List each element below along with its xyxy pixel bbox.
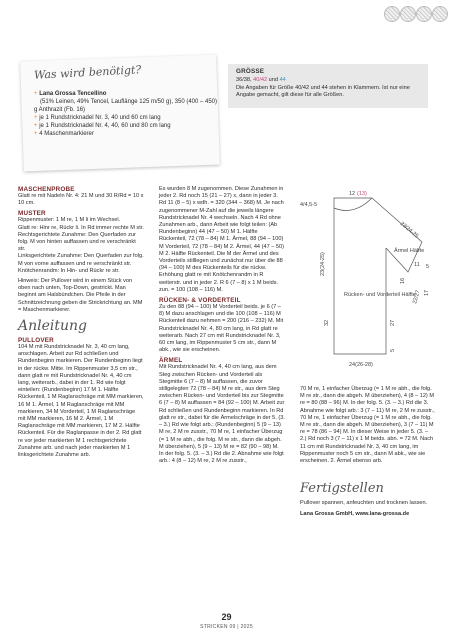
anleitung-title: Anleitung	[18, 318, 87, 335]
materials-list	[34, 90, 220, 138]
armel-text: Mit Rundstricknadel Nr. 4, 40 cm lang, aus dem Steg zwischen Rücken- und Vorderteil als Stegmitte 6 (7 – 8) M auffassen, die zuvor stillgelegten 72 (78 – 84) M re str., aus dem Steg zwischen Rücken- und Vorderteil bis zur Stegmitte 6 (7 – 8) M auffassen = 84 (92 – 100) M. Arbeit zur Rd schließen und Rundenbeginn markieren. In Rd glatt re str., dabei für die Ärmelschräge in der 5. (3. – 3.) Rd wie folgt arb.: (Rundenbeginn) 5 (9 – 13) M re, 2 M re zusstr., 70 M re, 1 einfacher Überzug (= 1 M re abh., die folg. M re str., dann die abgeh. M überziehen), 5 (9 – 13) M re = 82 (90 – 98) M. In der folg. 5. (3. – 3.) Rd die 2. Abnahme wie folgt arb.: 4 (8 – 12) M re, 2 M re zusstr.,	[159, 364, 285, 465]
diagram-label-top: 12	[349, 191, 356, 197]
yarn-ball-icon	[384, 6, 400, 22]
muster-item: Rechtsgerichtete Zunahme: Den Querfaden zur folg. M von hinten auffassen und re verschränkt str.	[18, 231, 136, 253]
col3-text: 70 M re, 1 einfacher Überzug (= 1 M re abh., die folg. M re str., dann die abgeh. M überziehen), 4 (8 – 12) M re = 80 (88 – 96) M. In der folg. 5. (3. – 3.) Rd die 3. Abnahme wie folgt arb.: 3 (7 – 11) M re, 2 M re zusstr., 70 M re, 1 einfacher Überzug (= 1 M re abh., die folg. M re str., dann die abgeh. M überziehen), 3 (7 – 11) M re = 78 (86 – 94) M. In dieser Weise in jeder 5. (3. – 2.) Rd noch 3 (7 – 11) x 1 M beids. abn. = 72 M. Nach 11 cm mit Rundstricknadel Nr. 3, 40 cm lang, im Rippenmuster noch 5 cm str., dann M abk., wie sie erscheinen. 2. Ärmel ebenso arb.	[300, 386, 435, 465]
size-heading: GRÖSSE	[236, 68, 265, 75]
muster-item: Rippenmuster: 1 M re, 1 M li im Wechsel.	[18, 217, 121, 224]
column-3	[300, 386, 436, 519]
rv-heading: RÜCKEN- & VORDERTEIL	[159, 297, 241, 305]
fertigstellen-text: Pullover spannen, anfeuchten und trocknen lassen.	[300, 500, 428, 507]
issue-label: STRICKEN 09 | 2025	[200, 624, 253, 630]
diagram-label-32: 32	[324, 319, 330, 326]
materials-item: + 4 Maschenmarkierer	[34, 131, 94, 137]
muster-item: Glatt re: Hinr re, Rückr li. In Rd immer rechte M str.	[18, 224, 144, 231]
diagram-label-11: 11	[414, 262, 420, 268]
muster-item: Linksgerichtete Zunahme: Den Querfaden zur folg. M von vorne auffassen und re verschränkt str.	[18, 253, 144, 267]
diagram-label-arm: Ärmel Hälfte	[394, 248, 425, 254]
pullover-heading: PULLOVER	[18, 337, 54, 345]
diagram-label-16: 16	[400, 277, 406, 284]
diagram-label-side-left: 23(24-25)	[320, 252, 326, 276]
col2-text: Es wurden 8 M zugenommen. Diese Zunahmen in jeder 2. Rd noch 15 (21 – 27) x, dann in jeder 3. Rd 11 (8 – 5) x wdh. = 320 (344 – 368) M. Je nach zugenommener M-Zahl auf die jeweils längere Rundstricknadel Nr. 4 wechseln. Nach 4 Rd ohne Zunahmen arb., dann Arbeit wie folgt teilen: (Ab Rundenbeginn) 44 (47 – 50) M 1. Hälfte Rückenteil, 72 (78 – 84) M 1. Ärmel, 88 (94 – 100) M Vorderteil, 72 (78 – 84) M 2. Ärmel, 44 (47 – 50) M 2. Hälfte Rückenteil. Die M der Ärmel und des Vorderteils stilllegen und zunächst nur über die 88 (94 – 100) M des Rückenteils für die rückw. Erhöhung glatt re mit Knötchenrandm in R weiterstr. und in jeder 2. R 6 (7 – 8) x 1 M beids. zun. = 100 (108 – 116) M.	[159, 186, 284, 293]
maschenprobe-heading: MASCHENPROBE	[18, 186, 75, 193]
brand-text: Lana Grossa GmbH, www.lana-grossa.de	[300, 511, 410, 518]
yarn-ball-icon	[416, 6, 432, 22]
diagram-label-27: 27	[390, 319, 396, 326]
size-values: 36/38, 40/42 und 44	[236, 77, 286, 83]
diagram-label-5b: 5	[390, 348, 396, 352]
muster-heading: MUSTER	[18, 210, 46, 218]
hinweis-text: Hinweis: Der Pullover wird in einem Stück von oben nach unten, Top-Down, gestrickt. Man beginnt am Halsbündchen. Die Pfeile in der Schnittzeichnung geben die Strickrichtung an. MM = Maschenmarkierer.	[18, 278, 143, 313]
rv-text: Zu den 88 (94 – 100) M Vorderteil beids. je 6 (7 – 8) M dazu anschlagen und die 100 (108 – 116) M Rückenteil dazu nehmen = 200 (216 – 232) M. Mit Rundstricknadel Nr. 4, 80 cm lang, in Rd glatt re weiterarb. Nach 27 cm mit Rundstricknadel Nr. 3, 60 cm lang, im Rippenmuster 5 cm str., dann M abk., wie sie erscheinen.	[159, 304, 284, 354]
column-1	[18, 186, 144, 459]
materials-item: + je 1 Rundstricknadel Nr. 4, 40, 60 und 80 cm lang	[34, 123, 171, 129]
pullover-text: 104 M mit Rundstricknadel Nr. 3, 40 cm lang, anschlagen. Arbeit zur Rd schließen und Rundenbeginn markieren. Der Rundenbeginn liegt in der rückw. Mitte. Im Rippenmuster 3,5 cm str., dann glatt re mit Rundstricknadel Nr. 4, 40 cm lang, weiterarb., dabei in der 1. Rd wie folgt einteilen: (Rundenbeginn) 17 M 1. Hälfte Rückenteil, 1 M Raglanschräge mit MM markieren, 16 M 1. Ärmel, 1 M Raglanschräge mit MM markieren, 34 M Vorderteil, 1 M Raglanschräge mit MM markieren, 16 M 2. Ärmel, 1 M Raglanschräge mit MM markieren, 17 M 2. Hälfte Rückenteil. Für die Raglanpasse in der 2. Rd glatt re vor jeder markierten M 1 rechtsgerichtete Zunahme arb. und nach jeder markierten M 1 linksgerichtete Zunahme arb.	[18, 344, 144, 459]
diagram-label-5: 5	[426, 264, 430, 270]
column-2	[159, 186, 285, 465]
page-number: 29	[221, 612, 232, 622]
diagram-label-17: 17	[424, 289, 430, 296]
diagram-label-diag-top: 23/24-25	[398, 220, 420, 240]
materials-item: + Lana Grossa Tencellino (51% Leinen, 49% Tencel, Lauflänge 125 m/50 g), 350 (400 – 450) g Anthrazit (Fb. 16)	[34, 91, 218, 113]
diagram-label-top-paren: (13)	[357, 191, 367, 197]
size-text: Die Angaben für Größe 40/42 und 44 stehen in Klammern. Ist nur eine Angabe gemacht, gilt diese für alle Größen.	[236, 85, 410, 99]
diagram-label-left-top: 4/4,5-5	[300, 202, 318, 208]
diagram-label-body: Rücken- und Vorderteil Hälfte	[344, 292, 416, 298]
muster-item: Knötchenrandm: In Hin- und Rückr re str.	[18, 267, 120, 274]
diagram-label-22: 22/27	[412, 289, 422, 305]
diagram-label-bottom: 24(26-28)	[349, 362, 373, 368]
yarn-ball-icon	[432, 6, 448, 22]
materials-item: + je 1 Rundstricknadel Nr. 3, 40 und 60 cm lang	[34, 115, 161, 121]
maschenprobe-text: Glatt re mit Nadeln Nr. 4: 21 M und 30 R/Rd = 10 x 10 cm.	[18, 193, 144, 207]
materials-title: Was wird benötigt?	[33, 63, 142, 82]
pattern-diagram	[294, 186, 442, 382]
fertigstellen-title: Fertigstellen	[300, 481, 384, 497]
yarn-ball-icon	[400, 6, 416, 22]
armel-heading: ÄRMEL	[159, 357, 183, 365]
